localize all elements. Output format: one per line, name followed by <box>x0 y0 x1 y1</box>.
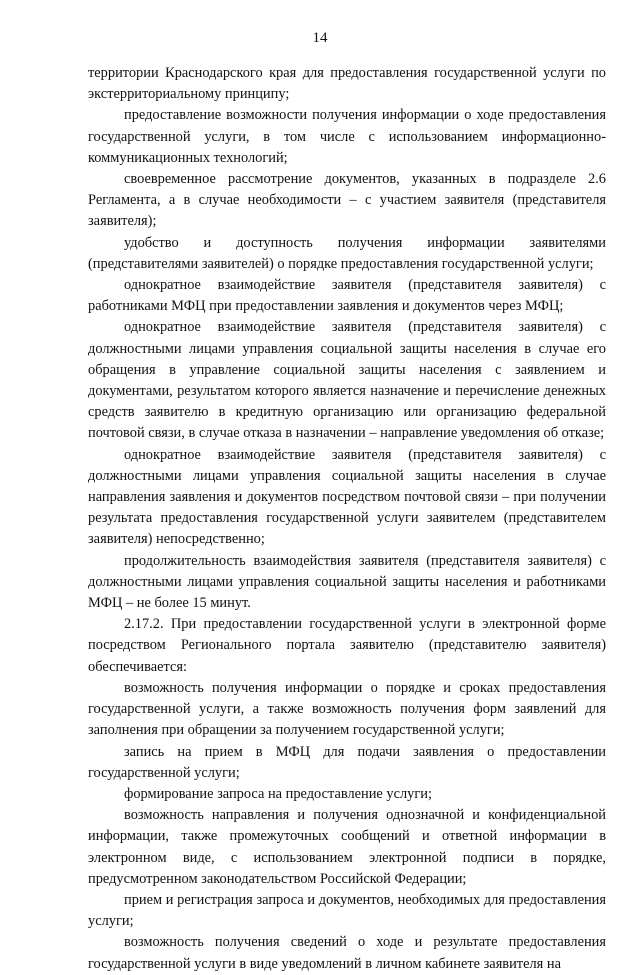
paragraph-social-protection-interaction: однократное взаимодействие заявителя (представителя заявителя) с должностными лицами управления социальной защиты населения в случае его обращения в управление социальной защиты населения с заявлением и документами, результатом которого является назначение и перечисление денежных средств заявителю в кредитную организацию или организацию федеральной почтовой связи, в случае отказа в назначении – направление уведомления об отказе; <box>88 319 606 442</box>
paragraph-info-forms: возможность получения информации о порядке и сроках предоставления государственной услуги, а также возможность получения форм заявлений для заполнения при обращении за получением государственной услуги; <box>88 679 606 739</box>
document-body <box>88 63 606 975</box>
paragraph-mfc-interaction: однократное взаимодействие заявителя (представителя заявителя) с работниками МФЦ при предоставлении заявления и документов через МФЦ; <box>88 277 606 315</box>
paragraph-appointment: запись на прием в МФЦ для подачи заявления о предоставлении государственной услуги; <box>88 743 606 781</box>
paragraph-postal-interaction: однократное взаимодействие заявителя (представителя заявителя) с должностными лицами управления социальной защиты населения в случае направления заявления и документов посредством почтовой связи – при получении результата предоставления государственной услуги заявителем (представителем заявителя) непосредственно; <box>88 446 606 548</box>
paragraph-request-forming: формирование запроса на предоставление услуги; <box>124 785 432 802</box>
paragraph-request-registration: прием и регистрация запроса и документов, необходимых для предоставления услуги; <box>88 891 606 930</box>
paragraph-continuation: территории Краснодарского края для предоставления государственной услуги по экстерриториальному принципу; <box>88 65 606 103</box>
paragraph-status-notifications: возможность получения сведений о ходе и результате предоставления государственной услуги в виде уведомлений в личном кабинете заявителя на <box>88 934 606 972</box>
paragraph-accessibility: удобство и доступность получения информации заявителями (представителями заявителей) о порядке предоставления государственной услуги; <box>88 234 606 272</box>
page-number: 14 <box>312 30 328 46</box>
paragraph-info-progress: предоставление возможности получения информации о ходе предоставления государственной услуги, в том числе с использованием информационно-коммуникационных технологий; <box>88 107 606 166</box>
paragraph-electronic-exchange: возможность направления и получения однозначной и конфиденциальной информации, также промежуточных сообщений и ответной информации в электронном виде, с использованием электронной подписи в порядке, предусмотренном законодательством Российской Федерации; <box>88 807 606 887</box>
paragraph-duration: продолжительность взаимодействия заявителя (представителя заявителя) с должностными лицами управления социальной защиты населения и работниками МФЦ – не более 15 минут. <box>88 552 606 612</box>
paragraph-timely-review: своевременное рассмотрение документов, указанных в подразделе 2.6 Регламента, а в случае необходимости – с участием заявителя (представителя заявителя); <box>88 171 606 230</box>
paragraph-section-2-17-2: 2.17.2. При предоставлении государственной услуги в электронной форме посредством Регионального портала заявителю (представителю заявителя) обеспечивается: <box>88 616 606 675</box>
